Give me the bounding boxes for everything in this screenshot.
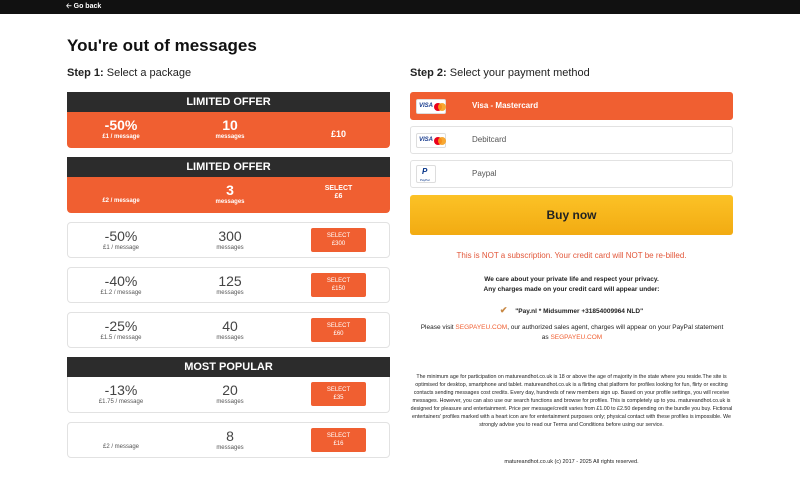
package-count: 40 [222, 318, 238, 334]
checkmark-icon: ✔ [499, 305, 508, 315]
privacy-line1: We care about your private life and respect your privacy. [484, 276, 659, 283]
select-price: £60 [333, 331, 344, 337]
step2-number: Step 2: [410, 67, 447, 79]
package-count: 8 [226, 428, 234, 444]
select-label: SELECT [326, 278, 351, 284]
select-label: SELECT [326, 323, 351, 329]
select-button[interactable] [286, 185, 391, 201]
package-discount: -50% [104, 228, 138, 244]
package-per-message: £1.75 / message [98, 399, 144, 405]
package-20-messages[interactable] [67, 377, 390, 413]
package-per-message: £1.5 / message [100, 335, 142, 341]
package-price[interactable]: £10 [330, 129, 347, 139]
charge-descriptor-text: "Pay.nl * Midsummer +31854009964 NLD" [515, 308, 644, 315]
package-unit: messages [215, 134, 245, 140]
paypal-statement-notice: Please visit SEGPAYEU.COM, our authorized sales agent, charges will appear on your PayPal statement as SEGPAYEU.COM [420, 324, 724, 341]
most-popular-header: MOST POPULAR [67, 357, 390, 377]
package-discount: -25% [104, 318, 138, 334]
select-button[interactable] [311, 428, 366, 452]
segpay-link[interactable]: SEGPAYEU.COM [550, 334, 603, 341]
package-40-messages[interactable] [67, 312, 390, 348]
segpay-link[interactable]: SEGPAYEU.COM [455, 324, 508, 331]
select-button[interactable] [311, 228, 366, 252]
step1-number: Step 1: [67, 67, 104, 79]
select-label: SELECT [326, 433, 351, 439]
privacy-line2: Any charges made on your credit card will appear under: [483, 286, 660, 293]
select-button[interactable] [311, 273, 366, 297]
package-per-message: £2 / message [102, 444, 140, 450]
buy-now-button[interactable]: Buy now [410, 195, 733, 235]
top-bar [0, 0, 800, 14]
select-price: £35 [333, 395, 344, 401]
payment-label: Debitcard [472, 135, 507, 144]
select-price: £6 [334, 193, 343, 200]
paypal-icon: P PayPal [416, 165, 436, 183]
select-price: £150 [331, 286, 346, 292]
package-count: 3 [226, 182, 234, 198]
payment-label: Visa - Mastercard [472, 101, 539, 110]
select-price: £300 [331, 241, 346, 247]
package-3-messages[interactable] [67, 177, 390, 213]
privacy-notice [410, 275, 733, 295]
package-count: 20 [222, 382, 238, 398]
package-unit: messages [216, 290, 244, 296]
select-button[interactable] [311, 318, 366, 342]
package-count: 10 [222, 117, 238, 133]
package-per-message: £1 / message [102, 245, 140, 251]
package-10-messages[interactable] [67, 112, 390, 148]
package-discount: -40% [104, 273, 138, 289]
package-unit: messages [216, 445, 244, 451]
step2-heading [410, 67, 590, 79]
package-count: 300 [218, 228, 242, 244]
page-title: You're out of messages [67, 36, 257, 55]
package-unit: messages [216, 335, 244, 341]
legal-text: The minimum age for participation on matureandhot.co.uk is 18 or above the age of majority in the state where you reside.The site is optimised for desktop, smartphone and tablet. matureandhot.co.uk is a flirting chat platform for profiles looking for fun, flirty or exciting contacts sending messages cost credits. Every day, hundreds of new members sign up. Based on your profile settings, you will receive messages. However, you can also use our search functions and browse for profiles. This is completely up to you. matureandhot.co.uk is designed for pleasure and entertainment. Price per message/credit varies from £1.00 to £2.50 depending on the bundle you buy. Fictional entertainers' profiles marked with a heart icon are for entertainment purposes only; physical contact with these profiles is impossible. We strongly advise you to read our Terms and Conditions before using our service. [410, 374, 733, 428]
package-per-message: £2 / message [102, 198, 140, 204]
package-unit: messages [216, 245, 244, 251]
copyright: matureandhot.co.uk (c) 2017 - 2025 All rights reserved. [504, 459, 639, 465]
package-unit: messages [215, 199, 245, 205]
package-discount: -50% [104, 117, 138, 133]
not-subscription-notice: This is NOT a subscription. Your credit card will NOT be re-billed. [456, 251, 687, 260]
select-label: SELECT [324, 185, 353, 192]
visa-mastercard-icon: VISA [416, 99, 446, 114]
charge-descriptor [410, 305, 733, 316]
payment-visa-mastercard[interactable] [410, 92, 733, 120]
arrow-left-icon: 🡠 [66, 3, 72, 10]
package-125-messages[interactable] [67, 267, 390, 303]
limited-offer-header: LIMITED OFFER [67, 157, 390, 177]
go-back-label: Go back [73, 3, 102, 10]
select-label: SELECT [326, 387, 351, 393]
select-button[interactable] [311, 382, 366, 406]
select-label: SELECT [326, 233, 351, 239]
package-unit: messages [216, 399, 244, 405]
package-discount: -13% [104, 382, 138, 398]
select-price: £16 [333, 441, 344, 447]
package-8-messages[interactable] [67, 422, 390, 458]
step1-label: Select a package [106, 67, 192, 79]
package-count: 125 [218, 273, 242, 289]
payment-label: Paypal [472, 169, 497, 178]
payment-paypal[interactable] [410, 160, 733, 188]
go-back-link[interactable] [66, 2, 101, 13]
step2-label: Select your payment method [449, 67, 590, 79]
package-per-message: £1.2 / message [100, 290, 142, 296]
payment-debitcard[interactable] [410, 126, 733, 154]
step1-heading [67, 67, 191, 79]
limited-offer-header: LIMITED OFFER [67, 92, 390, 112]
package-300-messages[interactable] [67, 222, 390, 258]
visa-mastercard-icon: VISA [416, 133, 446, 148]
package-per-message: £1 / message [102, 134, 140, 140]
